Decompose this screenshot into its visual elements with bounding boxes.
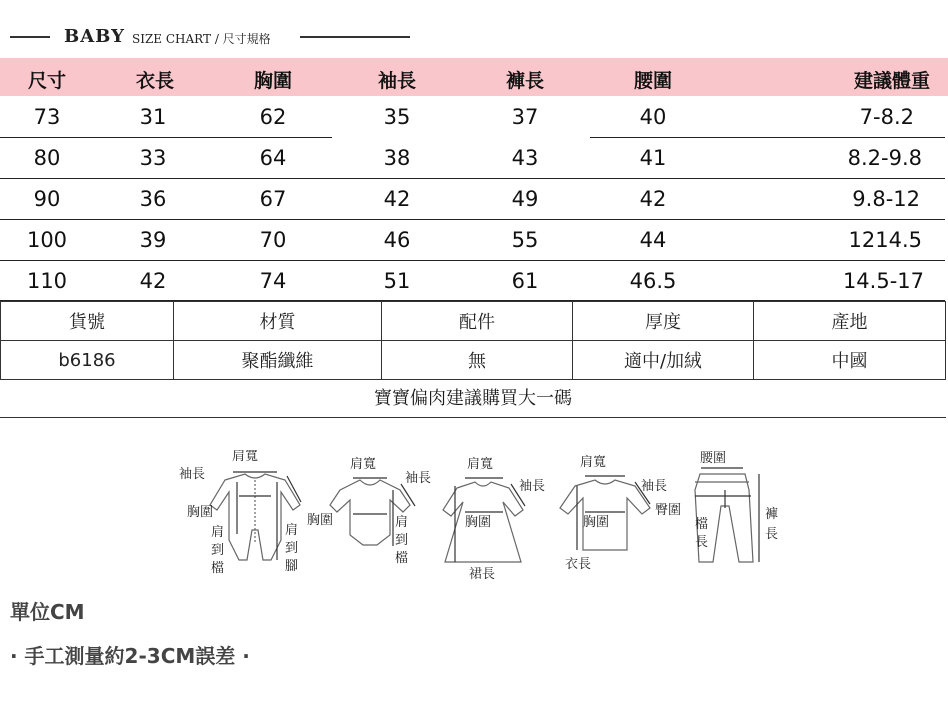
pants-label-pants-char: 褲 xyxy=(765,507,779,522)
dress-label-sleeve: 袖長 xyxy=(519,479,546,494)
cell-weight: 8.2-9.8 xyxy=(847,146,922,170)
row-divider xyxy=(0,219,945,220)
header-rule-left xyxy=(10,36,50,38)
romper-label-sleeve: 袖長 xyxy=(179,467,206,482)
pants-label-crotch-char: 檔 xyxy=(695,517,709,532)
info-header-origin: 產地 xyxy=(754,302,946,341)
cell-length: 39 xyxy=(139,228,167,252)
cell-chest: 67 xyxy=(259,187,287,211)
cell-weight: 9.8-12 xyxy=(852,187,920,211)
col-waist: 腰圍 xyxy=(633,70,673,92)
cell-size: 110 xyxy=(26,269,68,293)
col-size: 尺寸 xyxy=(28,70,67,92)
cell-sleeve: 46 xyxy=(383,228,411,252)
romper-label-shoulder-char: 肩 xyxy=(211,525,225,540)
info-header-accessories: 配件 xyxy=(382,302,573,341)
info-header-sku: 貨號 xyxy=(1,302,174,341)
cell-size: 100 xyxy=(26,228,68,252)
romper-label-to-char2: 到 xyxy=(285,541,299,556)
top-label-shoulder: 肩寬 xyxy=(580,455,607,470)
romper-label-shoulder-char2: 肩 xyxy=(285,523,299,538)
dress-label-skirt-length: 裙長 xyxy=(469,567,496,582)
cell-chest: 74 xyxy=(259,269,287,293)
bodysuit-label-to-char: 到 xyxy=(395,533,409,548)
table-row xyxy=(0,97,948,138)
cell-chest: 70 xyxy=(259,228,287,252)
brand-title: BABY xyxy=(64,26,125,47)
cell-size: 90 xyxy=(33,187,61,211)
bodysuit-label-chest: 胸圍 xyxy=(307,513,334,528)
info-value-thickness: 適中/加絨 xyxy=(573,341,754,380)
col-sleeve: 袖長 xyxy=(377,70,417,92)
cell-pants-length: 49 xyxy=(511,187,539,211)
row-divider xyxy=(590,137,945,138)
cell-weight: 1214.5 xyxy=(848,228,922,252)
info-header-thickness: 厚度 xyxy=(573,302,754,341)
cell-chest: 62 xyxy=(259,105,287,129)
romper-label-to-char: 到 xyxy=(211,543,225,558)
cell-weight: 14.5-17 xyxy=(842,269,924,293)
dress-label-chest: 胸圍 xyxy=(465,515,492,530)
bodysuit-label-shoulder-char: 肩 xyxy=(395,515,409,530)
col-weight: 建議體重 xyxy=(853,70,930,92)
cell-weight: 7-8.2 xyxy=(859,105,914,129)
info-value-row xyxy=(1,341,946,380)
bodysuit-label-sleeve: 袖長 xyxy=(405,471,432,486)
table-row xyxy=(0,138,948,179)
cell-waist: 41 xyxy=(639,146,667,170)
row-divider xyxy=(0,178,945,179)
chart-header xyxy=(0,22,948,52)
romper-label-foot-char: 腳 xyxy=(285,559,299,574)
cell-pants-length: 43 xyxy=(511,146,539,170)
size-advice-note: 寶寶偏肉建議購買大一碼 xyxy=(0,379,946,418)
top-label-chest: 胸圍 xyxy=(583,515,610,530)
pants-label-length-char: 長 xyxy=(695,535,709,550)
romper-label-shoulder: 肩寬 xyxy=(232,450,259,464)
row-divider xyxy=(0,137,332,138)
chart-subtitle: SIZE CHART / 尺寸規格 xyxy=(132,32,271,46)
measurement-tolerance-note: · 手工測量約2-3CM誤差 · xyxy=(10,644,250,668)
top-label-length: 衣長 xyxy=(565,557,592,572)
unit-label: 單位CM xyxy=(10,600,85,624)
cell-pants-length: 37 xyxy=(511,105,539,129)
cell-size: 80 xyxy=(33,146,61,170)
table-row xyxy=(0,179,948,220)
cell-waist: 46.5 xyxy=(629,269,677,293)
cell-waist: 44 xyxy=(639,228,667,252)
cell-sleeve: 38 xyxy=(383,146,411,170)
cell-length: 31 xyxy=(139,105,167,129)
size-table-header xyxy=(0,58,948,96)
info-value-origin: 中國 xyxy=(754,341,946,380)
cell-sleeve: 51 xyxy=(383,269,411,293)
cell-size: 73 xyxy=(33,105,61,129)
bodysuit-label-crotch-char: 檔 xyxy=(395,551,409,566)
cell-waist: 40 xyxy=(639,105,667,129)
romper-label-chest: 胸圍 xyxy=(187,505,214,520)
info-value-sku: b6186 xyxy=(1,341,174,380)
col-chest: 胸圍 xyxy=(253,70,293,92)
cell-length: 33 xyxy=(139,146,167,170)
col-pants-length: 褲長 xyxy=(505,70,545,92)
cell-waist: 42 xyxy=(639,187,667,211)
info-value-accessories: 無 xyxy=(382,341,573,380)
dress-label-shoulder: 肩寬 xyxy=(467,457,494,472)
row-divider xyxy=(0,260,945,261)
top-label-sleeve: 袖長 xyxy=(641,479,668,494)
pants-label-length-char2: 長 xyxy=(765,527,779,542)
col-length: 衣長 xyxy=(135,70,175,92)
romper-label-crotch-char: 檔 xyxy=(211,561,225,576)
bodysuit-label-shoulder: 肩寬 xyxy=(350,457,377,472)
cell-sleeve: 42 xyxy=(383,187,411,211)
info-header-material: 材質 xyxy=(174,302,382,341)
cell-chest: 64 xyxy=(259,146,287,170)
pants-label-hip: 臀圍 xyxy=(655,503,682,518)
measurement-diagram xyxy=(165,450,785,590)
cell-length: 36 xyxy=(139,187,167,211)
product-info-table xyxy=(0,301,946,380)
cell-pants-length: 55 xyxy=(511,228,539,252)
pants-label-waist: 腰圍 xyxy=(700,451,727,466)
table-row xyxy=(0,261,948,302)
info-header-row xyxy=(1,302,946,341)
cell-length: 42 xyxy=(139,269,167,293)
header-rule-right xyxy=(300,36,410,38)
cell-sleeve: 35 xyxy=(383,105,411,129)
table-row xyxy=(0,220,948,261)
cell-pants-length: 61 xyxy=(511,269,539,293)
info-value-material: 聚酯纖維 xyxy=(174,341,382,380)
